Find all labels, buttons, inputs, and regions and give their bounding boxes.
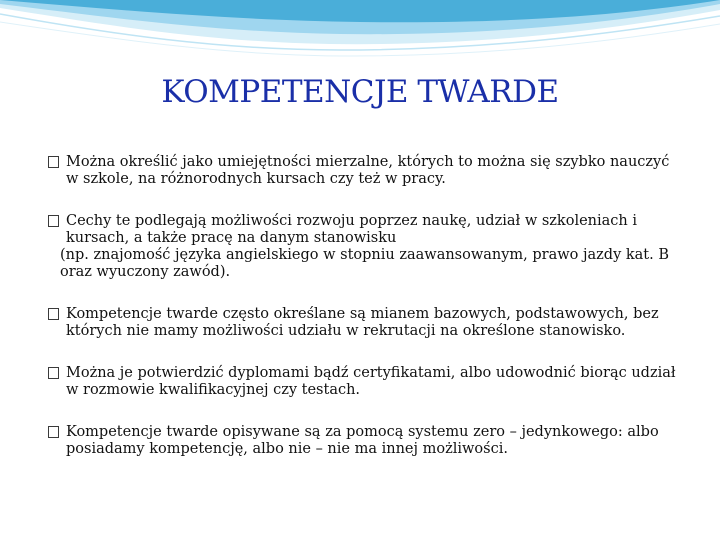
bullet-text xyxy=(60,213,678,281)
list-item xyxy=(48,213,678,281)
bullet-text-part: (np. znajomość języka angielskiego w stopniu zaawansowanym, prawo jazdy kat. B oraz wyuczony zawód). xyxy=(60,247,670,280)
bullet-text-part: Można określić jako umiejętności xyxy=(66,154,316,170)
bullet-text xyxy=(66,306,659,339)
bullet-text-part: , których to można się szybko nauczyć w szkole, na różnorodnych kursach czy też w pracy. xyxy=(66,154,670,187)
bullet-list xyxy=(48,154,678,483)
bullet-square-icon xyxy=(48,156,59,168)
bullet-text-part: , podstawowych, bez których nie mamy możliwości udziału w rekrutacji na określone stanowisko. xyxy=(66,306,659,339)
bullet-text-emphasis: mierzalne xyxy=(315,154,389,170)
bullet-text xyxy=(66,154,669,187)
bullet-text-part: Kompetencje twarde często określane są xyxy=(66,306,371,322)
header-wave-decoration xyxy=(0,0,720,70)
page-title: KOMPETENCJE TWARDE xyxy=(161,74,559,110)
bullet-text-part: Cechy te podlegają możliwości rozwoju poprzez naukę, udział w szkoleniach i kursach, a także pracę na danym stanowisku xyxy=(66,213,637,246)
list-item xyxy=(48,306,678,340)
bullet-text-emphasis: mianem bazowych xyxy=(370,306,507,322)
list-item xyxy=(48,154,678,188)
list-item xyxy=(48,424,678,458)
bullet-square-icon xyxy=(48,215,59,227)
list-item xyxy=(48,365,678,399)
bullet-square-icon xyxy=(48,308,59,320)
bullet-square-icon xyxy=(48,367,59,379)
bullet-square-icon xyxy=(48,426,59,438)
bullet-text: Kompetencje twarde opisywane są za pomocą systemu zero – jedynkowego: albo posiadamy kompetencję, albo nie – nie ma innej możliwości. xyxy=(66,424,659,457)
bullet-text: Można je potwierdzić dyplomami bądź certyfikatami, albo udowodnić biorąc udział w rozmowie kwalifikacyjnej czy testach. xyxy=(66,365,676,398)
